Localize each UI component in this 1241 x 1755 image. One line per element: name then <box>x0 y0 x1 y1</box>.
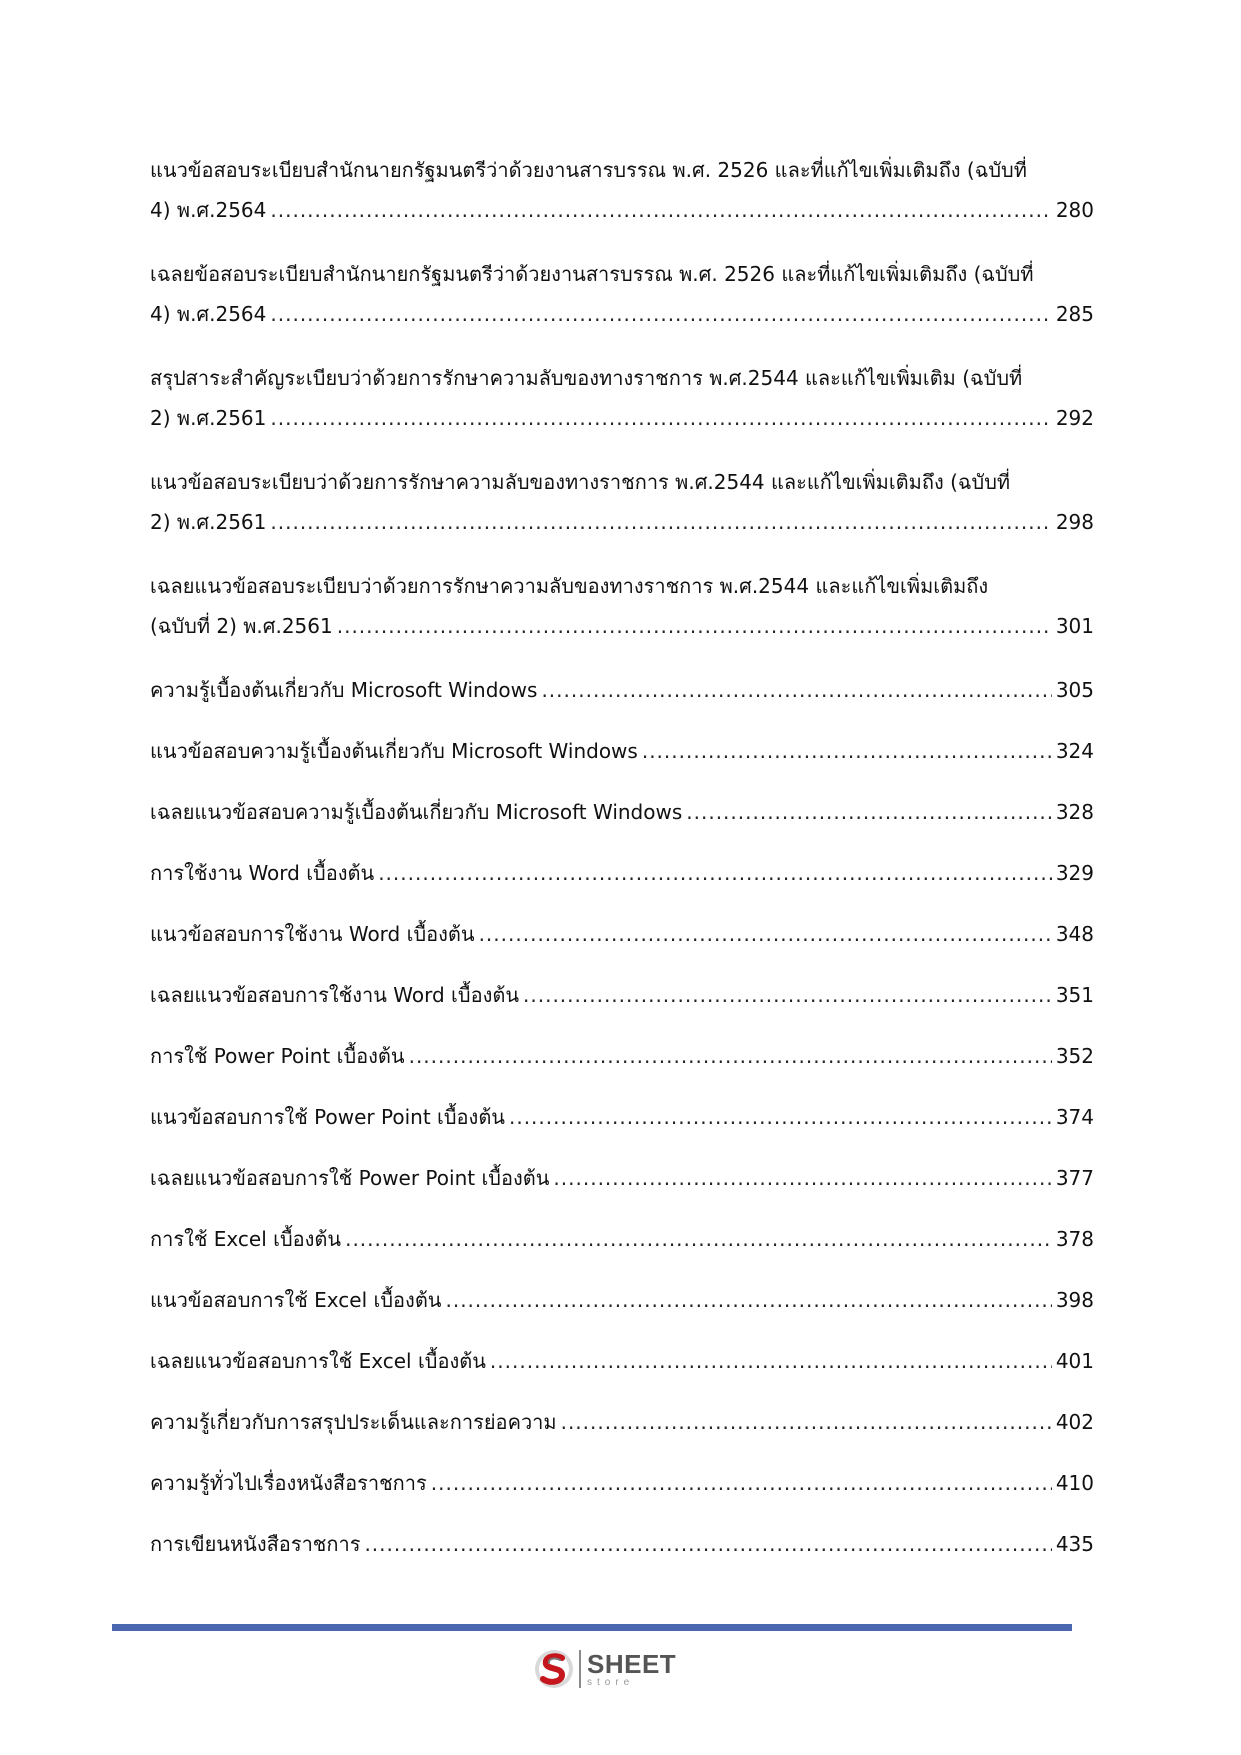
toc-entry-title: แนวข้อสอบระเบียบว่าด้วยการรักษาความลับของทางราชการ พ.ศ.2544 และแก้ไขเพิ่มเติมถึง (ฉบับที่ <box>150 470 1011 494</box>
dot-leader <box>409 1036 1052 1076</box>
dot-leader <box>270 398 1051 438</box>
toc-entry[interactable] <box>150 792 1094 832</box>
toc-entry-title: การเขียนหนังสือราชการ <box>150 1532 361 1556</box>
toc-entry-title-cont: 2) พ.ศ.2561 <box>150 510 267 534</box>
toc-entry[interactable] <box>150 731 1094 771</box>
toc-entry[interactable] <box>150 1341 1094 1381</box>
toc-entry-title: เฉลยแนวข้อสอบการใช้ Power Point เบื้องต้น <box>150 1166 550 1190</box>
sheet-store-s-icon <box>533 1648 575 1690</box>
toc-entry[interactable] <box>150 566 1094 646</box>
toc-page-number: 298 <box>1055 510 1094 534</box>
footer-rule <box>112 1624 1072 1631</box>
toc-entry[interactable] <box>150 1219 1094 1259</box>
toc-page-number: 352 <box>1055 1044 1094 1068</box>
toc-entry-title: แนวข้อสอบระเบียบสำนักนายกรัฐมนตรีว่าด้วยงานสารบรรณ พ.ศ. 2526 และที่แก้ไขเพิ่มเติมถึง (ฉบับที่ <box>150 158 1027 182</box>
toc-page-number: 329 <box>1055 861 1094 885</box>
toc-page-number: 402 <box>1055 1410 1094 1434</box>
toc-entry[interactable] <box>150 1463 1094 1503</box>
toc-entry-title-cont: 4) พ.ศ.2564 <box>150 302 267 326</box>
toc-entry[interactable] <box>150 1097 1094 1137</box>
toc-page-number: 324 <box>1055 739 1094 763</box>
dot-leader <box>270 294 1051 334</box>
logo-brand: SHEET <box>587 1648 677 1679</box>
toc-page-number: 348 <box>1055 922 1094 946</box>
toc-entry[interactable] <box>150 1158 1094 1198</box>
dot-leader <box>561 1402 1052 1442</box>
toc-entry-title: ความรู้ทั่วไปเรื่องหนังสือราชการ <box>150 1471 427 1495</box>
dot-leader <box>445 1280 1051 1320</box>
dot-leader <box>686 792 1052 832</box>
toc-entry-title: แนวข้อสอบการใช้ Excel เบื้องต้น <box>150 1288 442 1312</box>
toc-entry[interactable] <box>150 1280 1094 1320</box>
toc-entry[interactable] <box>150 1524 1094 1564</box>
toc-entry-title: การใช้ Power Point เบื้องต้น <box>150 1044 405 1068</box>
toc-entry[interactable] <box>150 670 1094 710</box>
dot-leader <box>553 1158 1051 1198</box>
toc-page-number: 280 <box>1055 198 1094 222</box>
toc-page-number: 301 <box>1055 614 1094 638</box>
dot-leader <box>479 914 1052 954</box>
dot-leader <box>523 975 1052 1015</box>
toc-page-number: 435 <box>1055 1532 1094 1556</box>
toc-entry-title: แนวข้อสอบการใช้ Power Point เบื้องต้น <box>150 1105 505 1129</box>
toc-page-number: 285 <box>1055 302 1094 326</box>
toc-page-number: 328 <box>1055 800 1094 824</box>
table-of-contents <box>150 150 1094 1585</box>
toc-page-number: 374 <box>1055 1105 1094 1129</box>
toc-entry-title: ความรู้เบื้องต้นเกี่ยวกับ Microsoft Windows <box>150 678 538 702</box>
toc-page-number: 351 <box>1055 983 1094 1007</box>
toc-entry[interactable] <box>150 254 1094 334</box>
dot-leader <box>509 1097 1052 1137</box>
toc-entry-title: แนวข้อสอบความรู้เบื้องต้นเกี่ยวกับ Microsoft Windows <box>150 739 638 763</box>
toc-entry-title: เฉลยแนวข้อสอบการใช้งาน Word เบื้องต้น <box>150 983 520 1007</box>
dot-leader <box>345 1219 1052 1259</box>
toc-entry-title-cont: (ฉบับที่ 2) พ.ศ.2561 <box>150 614 333 638</box>
logo-sub: store <box>587 1676 635 1688</box>
toc-page-number: 401 <box>1055 1349 1094 1373</box>
toc-entry[interactable] <box>150 853 1094 893</box>
dot-leader <box>378 853 1052 893</box>
toc-entry-title-cont: 4) พ.ศ.2564 <box>150 198 267 222</box>
toc-page-number: 292 <box>1055 406 1094 430</box>
dot-leader <box>490 1341 1052 1381</box>
toc-entry[interactable] <box>150 358 1094 438</box>
dot-leader <box>364 1524 1051 1564</box>
toc-entry-title: เฉลยข้อสอบระเบียบสำนักนายกรัฐมนตรีว่าด้วยงานสารบรรณ พ.ศ. 2526 และที่แก้ไขเพิ่มเติมถึง (ฉบับที่ <box>150 262 1034 286</box>
toc-page-number: 377 <box>1055 1166 1094 1190</box>
toc-entry-title: แนวข้อสอบการใช้งาน Word เบื้องต้น <box>150 922 475 946</box>
dot-leader <box>270 190 1051 230</box>
dot-leader <box>431 1463 1052 1503</box>
toc-entry[interactable] <box>150 975 1094 1015</box>
toc-entry[interactable] <box>150 914 1094 954</box>
logo-divider <box>579 1650 581 1688</box>
toc-entry-title: เฉลยแนวข้อสอบความรู้เบื้องต้นเกี่ยวกับ Microsoft Windows <box>150 800 683 824</box>
toc-entry-title: เฉลยแนวข้อสอบการใช้ Excel เบื้องต้น <box>150 1349 486 1373</box>
toc-page-number: 305 <box>1055 678 1094 702</box>
toc-page-number: 410 <box>1055 1471 1094 1495</box>
toc-entry[interactable] <box>150 150 1094 230</box>
toc-entry[interactable] <box>150 1036 1094 1076</box>
toc-entry-title: การใช้งาน Word เบื้องต้น <box>150 861 375 885</box>
toc-entry[interactable] <box>150 462 1094 542</box>
dot-leader <box>270 502 1051 542</box>
toc-page-number: 378 <box>1055 1227 1094 1251</box>
toc-page-number: 398 <box>1055 1288 1094 1312</box>
dot-leader <box>337 606 1052 646</box>
toc-entry-title: ความรู้เกี่ยวกับการสรุปประเด็นและการย่อความ <box>150 1410 557 1434</box>
toc-entry-title: สรุปสาระสำคัญระเบียบว่าด้วยการรักษาความลับของทางราชการ พ.ศ.2544 และแก้ไขเพิ่มเติม (ฉบับที่ <box>150 366 1023 390</box>
toc-entry-title-cont: 2) พ.ศ.2561 <box>150 406 267 430</box>
dot-leader <box>642 731 1052 771</box>
footer-logo <box>533 1644 676 1694</box>
toc-entry-title: เฉลยแนวข้อสอบระเบียบว่าด้วยการรักษาความลับของทางราชการ พ.ศ.2544 และแก้ไขเพิ่มเติมถึง <box>150 574 989 598</box>
dot-leader <box>541 670 1051 710</box>
toc-entry[interactable] <box>150 1402 1094 1442</box>
toc-entry-title: การใช้ Excel เบื้องต้น <box>150 1227 342 1251</box>
